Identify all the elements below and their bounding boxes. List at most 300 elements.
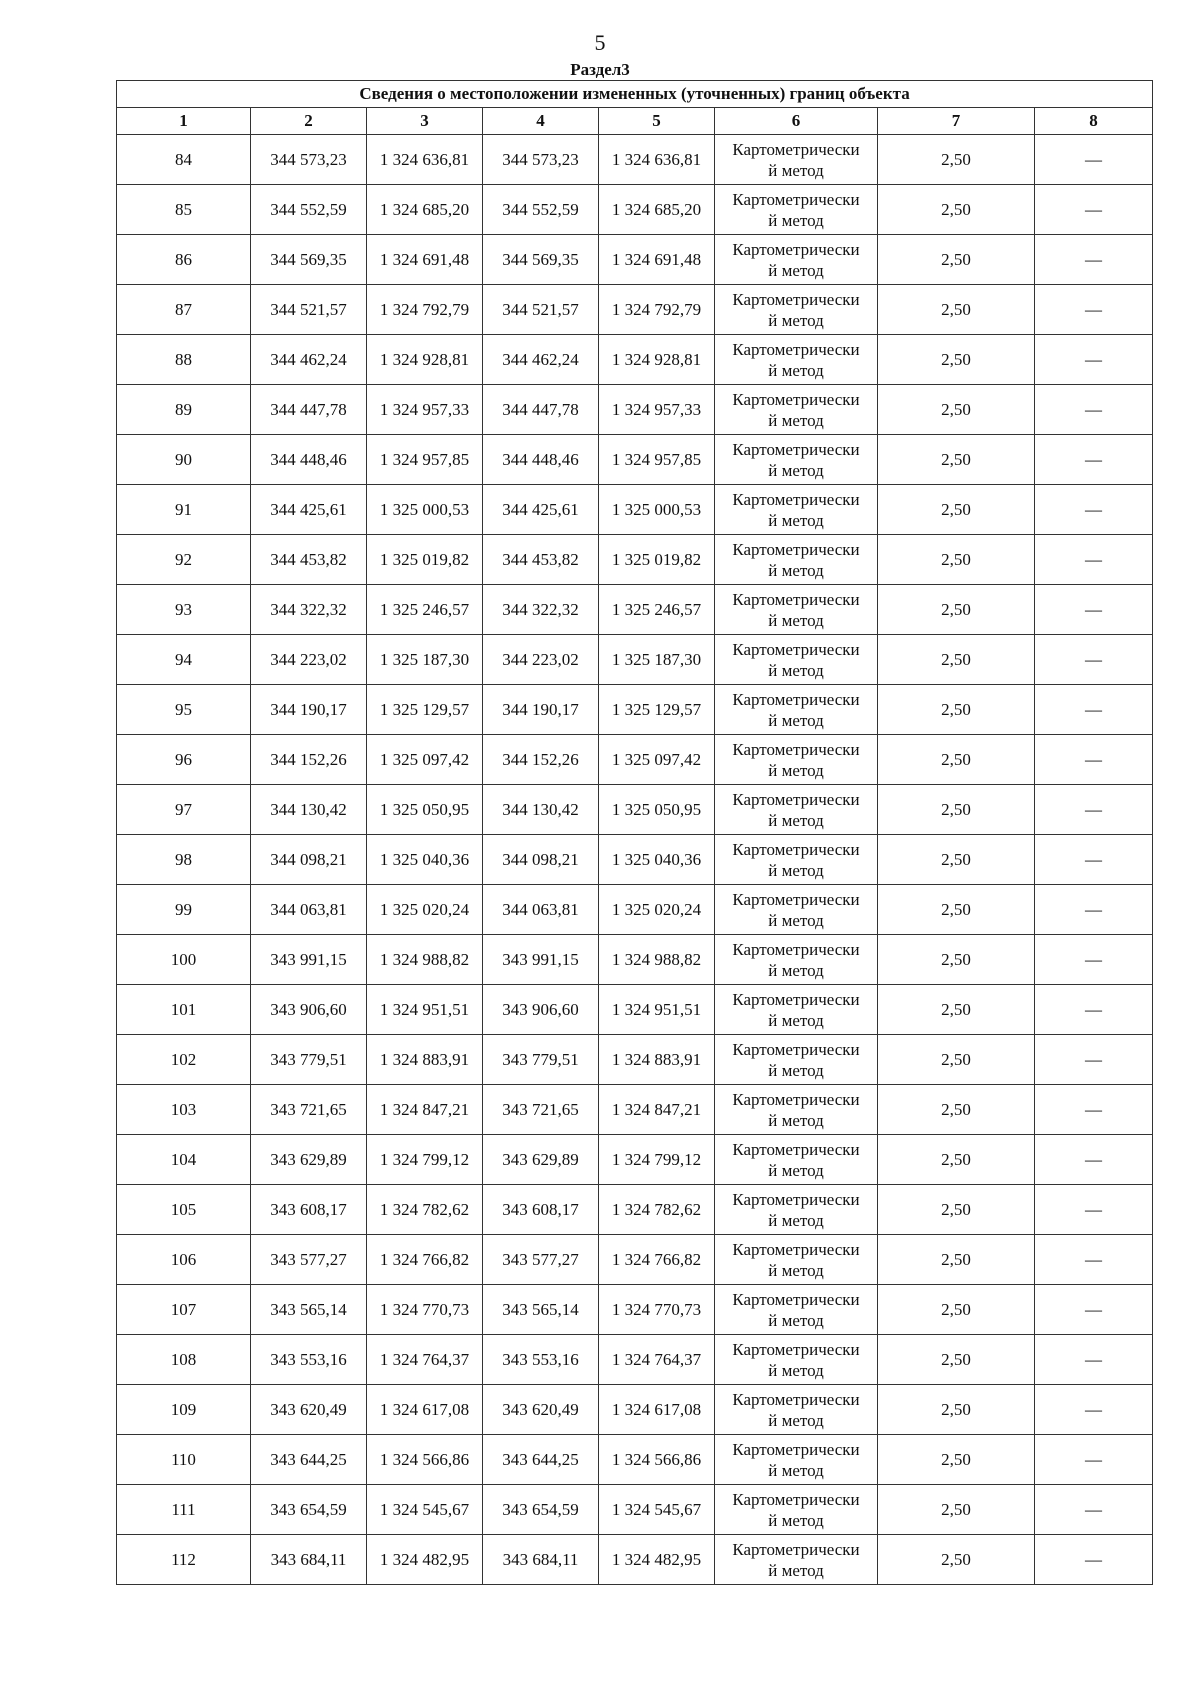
method-text-line2: й метод xyxy=(768,910,824,930)
method-cell xyxy=(715,235,878,285)
y-coordinate-new-cell: 1 325 020,24 xyxy=(599,885,715,935)
x-coordinate-new-cell: 344 130,42 xyxy=(483,785,599,835)
method-text-line2: й метод xyxy=(768,360,824,380)
x-coordinate-new-cell: 344 063,81 xyxy=(483,885,599,935)
precision-cell: 2,50 xyxy=(878,1535,1035,1585)
point-number-cell: 94 xyxy=(117,635,251,685)
table-row xyxy=(117,1035,1153,1085)
table-row xyxy=(117,1135,1153,1185)
precision-cell: 2,50 xyxy=(878,135,1035,185)
y-coordinate-cell: 1 325 020,24 xyxy=(367,885,483,935)
precision-cell: 2,50 xyxy=(878,285,1035,335)
empty-value-dash: — xyxy=(1035,1035,1153,1085)
y-coordinate-cell: 1 324 782,62 xyxy=(367,1185,483,1235)
empty-value-dash: — xyxy=(1035,785,1153,835)
method-cell xyxy=(715,285,878,335)
y-coordinate-new-cell: 1 324 928,81 xyxy=(599,335,715,385)
section-title: Раздел3 xyxy=(570,60,630,79)
column-number-1: 1 xyxy=(117,108,251,135)
y-coordinate-new-cell: 1 324 566,86 xyxy=(599,1435,715,1485)
table-row xyxy=(117,185,1153,235)
method-cell xyxy=(715,985,878,1035)
y-coordinate-new-cell: 1 325 246,57 xyxy=(599,585,715,635)
method-cell xyxy=(715,1085,878,1135)
precision-cell: 2,50 xyxy=(878,1035,1035,1085)
method-text-line2: й метод xyxy=(768,1260,824,1280)
y-coordinate-cell: 1 324 566,86 xyxy=(367,1435,483,1485)
column-number-row xyxy=(117,108,1153,135)
method-text-line1: Картометрически xyxy=(732,1239,860,1259)
x-coordinate-cell: 344 453,82 xyxy=(251,535,367,585)
point-number-cell: 107 xyxy=(117,1285,251,1335)
point-number-cell: 88 xyxy=(117,335,251,385)
table-row xyxy=(117,1085,1153,1135)
point-number-cell: 102 xyxy=(117,1035,251,1085)
method-text-line2: й метод xyxy=(768,610,824,630)
method-text-line1: Картометрически xyxy=(732,989,860,1009)
method-text-line2: й метод xyxy=(768,1210,824,1230)
table-row xyxy=(117,535,1153,585)
x-coordinate-cell: 343 629,89 xyxy=(251,1135,367,1185)
table-row xyxy=(117,135,1153,185)
x-coordinate-new-cell: 343 608,17 xyxy=(483,1185,599,1235)
x-coordinate-new-cell: 343 644,25 xyxy=(483,1435,599,1485)
y-coordinate-new-cell: 1 325 000,53 xyxy=(599,485,715,535)
method-text-line2: й метод xyxy=(768,1060,824,1080)
y-coordinate-new-cell: 1 324 792,79 xyxy=(599,285,715,335)
y-coordinate-new-cell: 1 324 988,82 xyxy=(599,935,715,985)
precision-cell: 2,50 xyxy=(878,635,1035,685)
x-coordinate-new-cell: 344 425,61 xyxy=(483,485,599,535)
precision-cell: 2,50 xyxy=(878,1135,1035,1185)
precision-cell: 2,50 xyxy=(878,385,1035,435)
method-text-line2: й метод xyxy=(768,210,824,230)
y-coordinate-new-cell: 1 324 766,82 xyxy=(599,1235,715,1285)
y-coordinate-cell: 1 325 000,53 xyxy=(367,485,483,535)
empty-value-dash: — xyxy=(1035,585,1153,635)
method-cell xyxy=(715,1535,878,1585)
x-coordinate-cell: 344 569,35 xyxy=(251,235,367,285)
point-number-cell: 90 xyxy=(117,435,251,485)
point-number-cell: 105 xyxy=(117,1185,251,1235)
method-text-line2: й метод xyxy=(768,460,824,480)
y-coordinate-new-cell: 1 325 187,30 xyxy=(599,635,715,685)
column-number-2: 2 xyxy=(251,108,367,135)
method-cell xyxy=(715,735,878,785)
empty-value-dash: — xyxy=(1035,1435,1153,1485)
y-coordinate-cell: 1 325 019,82 xyxy=(367,535,483,585)
method-text-line2: й метод xyxy=(768,1360,824,1380)
y-coordinate-new-cell: 1 324 764,37 xyxy=(599,1335,715,1385)
x-coordinate-new-cell: 343 684,11 xyxy=(483,1535,599,1585)
precision-cell: 2,50 xyxy=(878,785,1035,835)
y-coordinate-cell: 1 325 040,36 xyxy=(367,835,483,885)
point-number-cell: 92 xyxy=(117,535,251,585)
y-coordinate-cell: 1 325 129,57 xyxy=(367,685,483,735)
method-cell xyxy=(715,785,878,835)
method-cell xyxy=(715,1285,878,1335)
x-coordinate-new-cell: 343 906,60 xyxy=(483,985,599,1035)
y-coordinate-cell: 1 325 050,95 xyxy=(367,785,483,835)
y-coordinate-cell: 1 324 957,85 xyxy=(367,435,483,485)
method-text-line1: Картометрически xyxy=(732,689,860,709)
precision-cell: 2,50 xyxy=(878,985,1035,1035)
table-row xyxy=(117,1535,1153,1585)
point-number-cell: 98 xyxy=(117,835,251,885)
method-cell xyxy=(715,435,878,485)
x-coordinate-new-cell: 344 448,46 xyxy=(483,435,599,485)
column-number-7: 7 xyxy=(878,108,1035,135)
method-text-line2: й метод xyxy=(768,160,824,180)
table-row xyxy=(117,685,1153,735)
y-coordinate-cell: 1 324 847,21 xyxy=(367,1085,483,1135)
y-coordinate-cell: 1 325 097,42 xyxy=(367,735,483,785)
precision-cell: 2,50 xyxy=(878,1435,1035,1485)
point-number-cell: 101 xyxy=(117,985,251,1035)
empty-value-dash: — xyxy=(1035,285,1153,335)
method-text-line1: Картометрически xyxy=(732,1139,860,1159)
table-body xyxy=(117,135,1153,1585)
point-number-cell: 96 xyxy=(117,735,251,785)
x-coordinate-new-cell: 344 152,26 xyxy=(483,735,599,785)
method-cell xyxy=(715,885,878,935)
method-text-line2: й метод xyxy=(768,1560,824,1580)
method-cell xyxy=(715,185,878,235)
method-text-line1: Картометрически xyxy=(732,1539,860,1559)
method-text-line2: й метод xyxy=(768,1460,824,1480)
table-row xyxy=(117,285,1153,335)
x-coordinate-new-cell: 343 577,27 xyxy=(483,1235,599,1285)
method-text-line2: й метод xyxy=(768,1410,824,1430)
y-coordinate-new-cell: 1 325 019,82 xyxy=(599,535,715,585)
method-text-line1: Картометрически xyxy=(732,439,860,459)
point-number-cell: 100 xyxy=(117,935,251,985)
y-coordinate-cell: 1 324 770,73 xyxy=(367,1285,483,1335)
method-text-line2: й метод xyxy=(768,1510,824,1530)
method-cell xyxy=(715,1185,878,1235)
y-coordinate-cell: 1 324 482,95 xyxy=(367,1535,483,1585)
table-row xyxy=(117,1235,1153,1285)
x-coordinate-cell: 344 425,61 xyxy=(251,485,367,535)
method-text-line2: й метод xyxy=(768,1110,824,1130)
y-coordinate-new-cell: 1 324 799,12 xyxy=(599,1135,715,1185)
point-number-cell: 111 xyxy=(117,1485,251,1535)
y-coordinate-new-cell: 1 324 847,21 xyxy=(599,1085,715,1135)
y-coordinate-new-cell: 1 325 040,36 xyxy=(599,835,715,885)
y-coordinate-new-cell: 1 324 691,48 xyxy=(599,235,715,285)
x-coordinate-cell: 343 906,60 xyxy=(251,985,367,1035)
column-number-6: 6 xyxy=(715,108,878,135)
table-row xyxy=(117,885,1153,935)
method-text-line1: Картометрически xyxy=(732,1039,860,1059)
method-text-line2: й метод xyxy=(768,510,824,530)
table-row xyxy=(117,635,1153,685)
method-text-line1: Картометрически xyxy=(732,589,860,609)
point-number-cell: 89 xyxy=(117,385,251,435)
x-coordinate-new-cell: 344 573,23 xyxy=(483,135,599,185)
method-text-line2: й метод xyxy=(768,1010,824,1030)
empty-value-dash: — xyxy=(1035,435,1153,485)
x-coordinate-cell: 343 553,16 xyxy=(251,1335,367,1385)
y-coordinate-cell: 1 324 951,51 xyxy=(367,985,483,1035)
method-text-line1: Картометрически xyxy=(732,1389,860,1409)
table-row xyxy=(117,435,1153,485)
column-number-5: 5 xyxy=(599,108,715,135)
table-row xyxy=(117,935,1153,985)
empty-value-dash: — xyxy=(1035,1385,1153,1435)
x-coordinate-cell: 344 447,78 xyxy=(251,385,367,435)
point-number-cell: 110 xyxy=(117,1435,251,1485)
precision-cell: 2,50 xyxy=(878,1285,1035,1335)
empty-value-dash: — xyxy=(1035,885,1153,935)
x-coordinate-cell: 344 063,81 xyxy=(251,885,367,935)
column-number-8: 8 xyxy=(1035,108,1153,135)
x-coordinate-new-cell: 343 620,49 xyxy=(483,1385,599,1435)
x-coordinate-new-cell: 343 629,89 xyxy=(483,1135,599,1185)
empty-value-dash: — xyxy=(1035,1135,1153,1185)
empty-value-dash: — xyxy=(1035,1535,1153,1585)
y-coordinate-new-cell: 1 324 883,91 xyxy=(599,1035,715,1085)
x-coordinate-new-cell: 344 098,21 xyxy=(483,835,599,885)
empty-value-dash: — xyxy=(1035,1235,1153,1285)
method-text-line2: й метод xyxy=(768,760,824,780)
method-text-line1: Картометрически xyxy=(732,739,860,759)
method-cell xyxy=(715,1485,878,1535)
empty-value-dash: — xyxy=(1035,985,1153,1035)
empty-value-dash: — xyxy=(1035,835,1153,885)
method-cell xyxy=(715,585,878,635)
x-coordinate-new-cell: 344 462,24 xyxy=(483,335,599,385)
y-coordinate-cell: 1 324 617,08 xyxy=(367,1385,483,1435)
method-text-line2: й метод xyxy=(768,260,824,280)
precision-cell: 2,50 xyxy=(878,235,1035,285)
precision-cell: 2,50 xyxy=(878,685,1035,735)
y-coordinate-new-cell: 1 325 097,42 xyxy=(599,735,715,785)
y-coordinate-new-cell: 1 325 050,95 xyxy=(599,785,715,835)
method-cell xyxy=(715,335,878,385)
x-coordinate-cell: 343 577,27 xyxy=(251,1235,367,1285)
y-coordinate-cell: 1 324 766,82 xyxy=(367,1235,483,1285)
empty-value-dash: — xyxy=(1035,535,1153,585)
empty-value-dash: — xyxy=(1035,385,1153,435)
empty-value-dash: — xyxy=(1035,935,1153,985)
method-cell xyxy=(715,1035,878,1085)
point-number-cell: 87 xyxy=(117,285,251,335)
method-cell xyxy=(715,1435,878,1485)
method-text-line1: Картометрически xyxy=(732,289,860,309)
method-text-line2: й метод xyxy=(768,710,824,730)
precision-cell: 2,50 xyxy=(878,1085,1035,1135)
method-cell xyxy=(715,1335,878,1385)
column-number-4: 4 xyxy=(483,108,599,135)
x-coordinate-cell: 344 552,59 xyxy=(251,185,367,235)
method-cell xyxy=(715,535,878,585)
method-text-line1: Картометрически xyxy=(732,789,860,809)
y-coordinate-cell: 1 324 799,12 xyxy=(367,1135,483,1185)
x-coordinate-cell: 344 322,32 xyxy=(251,585,367,635)
method-text-line2: й метод xyxy=(768,1310,824,1330)
empty-value-dash: — xyxy=(1035,1085,1153,1135)
x-coordinate-new-cell: 344 322,32 xyxy=(483,585,599,635)
table-row xyxy=(117,335,1153,385)
x-coordinate-cell: 344 190,17 xyxy=(251,685,367,735)
column-number-3: 3 xyxy=(367,108,483,135)
precision-cell: 2,50 xyxy=(878,1335,1035,1385)
precision-cell: 2,50 xyxy=(878,335,1035,385)
method-cell xyxy=(715,1235,878,1285)
precision-cell: 2,50 xyxy=(878,485,1035,535)
empty-value-dash: — xyxy=(1035,735,1153,785)
x-coordinate-new-cell: 344 190,17 xyxy=(483,685,599,735)
y-coordinate-new-cell: 1 324 482,95 xyxy=(599,1535,715,1585)
method-text-line1: Картометрически xyxy=(732,239,860,259)
x-coordinate-new-cell: 344 521,57 xyxy=(483,285,599,335)
method-cell xyxy=(715,835,878,885)
point-number-cell: 97 xyxy=(117,785,251,835)
method-text-line1: Картометрически xyxy=(732,539,860,559)
method-text-line1: Картометрически xyxy=(732,639,860,659)
precision-cell: 2,50 xyxy=(878,885,1035,935)
method-text-line1: Картометрически xyxy=(732,839,860,859)
empty-value-dash: — xyxy=(1035,685,1153,735)
table-row xyxy=(117,735,1153,785)
point-number-cell: 104 xyxy=(117,1135,251,1185)
x-coordinate-new-cell: 343 991,15 xyxy=(483,935,599,985)
y-coordinate-cell: 1 324 928,81 xyxy=(367,335,483,385)
method-text-line1: Картометрически xyxy=(732,889,860,909)
method-cell xyxy=(715,635,878,685)
x-coordinate-cell: 344 448,46 xyxy=(251,435,367,485)
x-coordinate-cell: 343 608,17 xyxy=(251,1185,367,1235)
y-coordinate-new-cell: 1 324 636,81 xyxy=(599,135,715,185)
table-row xyxy=(117,1285,1153,1335)
y-coordinate-cell: 1 324 636,81 xyxy=(367,135,483,185)
method-text-line1: Картометрически xyxy=(732,1189,860,1209)
method-text-line1: Картометрически xyxy=(732,339,860,359)
method-text-line1: Картометрически xyxy=(732,1489,860,1509)
y-coordinate-cell: 1 324 957,33 xyxy=(367,385,483,435)
x-coordinate-new-cell: 344 447,78 xyxy=(483,385,599,435)
x-coordinate-cell: 343 620,49 xyxy=(251,1385,367,1435)
table-row xyxy=(117,585,1153,635)
method-text-line1: Картометрически xyxy=(732,139,860,159)
y-coordinate-cell: 1 325 187,30 xyxy=(367,635,483,685)
method-cell xyxy=(715,1385,878,1435)
x-coordinate-cell: 344 223,02 xyxy=(251,635,367,685)
method-text-line2: й метод xyxy=(768,660,824,680)
method-text-line2: й метод xyxy=(768,410,824,430)
x-coordinate-cell: 344 152,26 xyxy=(251,735,367,785)
empty-value-dash: — xyxy=(1035,1185,1153,1235)
table-row xyxy=(117,1385,1153,1435)
table-row xyxy=(117,785,1153,835)
precision-cell: 2,50 xyxy=(878,1485,1035,1535)
precision-cell: 2,50 xyxy=(878,935,1035,985)
y-coordinate-cell: 1 324 988,82 xyxy=(367,935,483,985)
empty-value-dash: — xyxy=(1035,635,1153,685)
point-number-cell: 109 xyxy=(117,1385,251,1435)
empty-value-dash: — xyxy=(1035,1285,1153,1335)
boundary-coordinates-table xyxy=(116,80,1153,1585)
method-text-line1: Картометрически xyxy=(732,489,860,509)
x-coordinate-cell: 343 721,65 xyxy=(251,1085,367,1135)
empty-value-dash: — xyxy=(1035,1485,1153,1535)
y-coordinate-new-cell: 1 325 129,57 xyxy=(599,685,715,735)
point-number-cell: 95 xyxy=(117,685,251,735)
empty-value-dash: — xyxy=(1035,235,1153,285)
empty-value-dash: — xyxy=(1035,135,1153,185)
table-row xyxy=(117,485,1153,535)
empty-value-dash: — xyxy=(1035,185,1153,235)
method-cell xyxy=(715,485,878,535)
x-coordinate-new-cell: 344 552,59 xyxy=(483,185,599,235)
x-coordinate-cell: 343 565,14 xyxy=(251,1285,367,1335)
method-text-line2: й метод xyxy=(768,560,824,580)
point-number-cell: 93 xyxy=(117,585,251,635)
empty-value-dash: — xyxy=(1035,485,1153,535)
y-coordinate-cell: 1 324 764,37 xyxy=(367,1335,483,1385)
table-row xyxy=(117,235,1153,285)
y-coordinate-new-cell: 1 324 782,62 xyxy=(599,1185,715,1235)
table-row xyxy=(117,1335,1153,1385)
point-number-cell: 103 xyxy=(117,1085,251,1135)
x-coordinate-new-cell: 344 453,82 xyxy=(483,535,599,585)
method-text-line2: й метод xyxy=(768,960,824,980)
point-number-cell: 85 xyxy=(117,185,251,235)
precision-cell: 2,50 xyxy=(878,585,1035,635)
table-row xyxy=(117,1435,1153,1485)
method-cell xyxy=(715,935,878,985)
method-text-line2: й метод xyxy=(768,810,824,830)
method-text-line1: Картометрически xyxy=(732,1339,860,1359)
point-number-cell: 91 xyxy=(117,485,251,535)
x-coordinate-new-cell: 343 654,59 xyxy=(483,1485,599,1535)
page-number: 5 xyxy=(594,30,606,55)
x-coordinate-new-cell: 343 565,14 xyxy=(483,1285,599,1335)
x-coordinate-new-cell: 343 779,51 xyxy=(483,1035,599,1085)
precision-cell: 2,50 xyxy=(878,835,1035,885)
point-number-cell: 99 xyxy=(117,885,251,935)
table-row xyxy=(117,385,1153,435)
method-cell xyxy=(715,385,878,435)
method-text-line1: Картометрически xyxy=(732,389,860,409)
x-coordinate-cell: 343 644,25 xyxy=(251,1435,367,1485)
point-number-cell: 112 xyxy=(117,1535,251,1585)
y-coordinate-cell: 1 324 792,79 xyxy=(367,285,483,335)
precision-cell: 2,50 xyxy=(878,435,1035,485)
precision-cell: 2,50 xyxy=(878,735,1035,785)
point-number-cell: 84 xyxy=(117,135,251,185)
y-coordinate-new-cell: 1 324 770,73 xyxy=(599,1285,715,1335)
x-coordinate-new-cell: 343 721,65 xyxy=(483,1085,599,1135)
y-coordinate-cell: 1 325 246,57 xyxy=(367,585,483,635)
x-coordinate-new-cell: 343 553,16 xyxy=(483,1335,599,1385)
y-coordinate-cell: 1 324 685,20 xyxy=(367,185,483,235)
table-row xyxy=(117,835,1153,885)
empty-value-dash: — xyxy=(1035,335,1153,385)
x-coordinate-cell: 344 573,23 xyxy=(251,135,367,185)
x-coordinate-cell: 343 991,15 xyxy=(251,935,367,985)
method-text-line2: й метод xyxy=(768,310,824,330)
table-row xyxy=(117,1185,1153,1235)
y-coordinate-cell: 1 324 691,48 xyxy=(367,235,483,285)
method-text-line1: Картометрически xyxy=(732,939,860,959)
y-coordinate-new-cell: 1 324 545,67 xyxy=(599,1485,715,1535)
y-coordinate-cell: 1 324 883,91 xyxy=(367,1035,483,1085)
precision-cell: 2,50 xyxy=(878,1185,1035,1235)
precision-cell: 2,50 xyxy=(878,1235,1035,1285)
x-coordinate-cell: 344 130,42 xyxy=(251,785,367,835)
